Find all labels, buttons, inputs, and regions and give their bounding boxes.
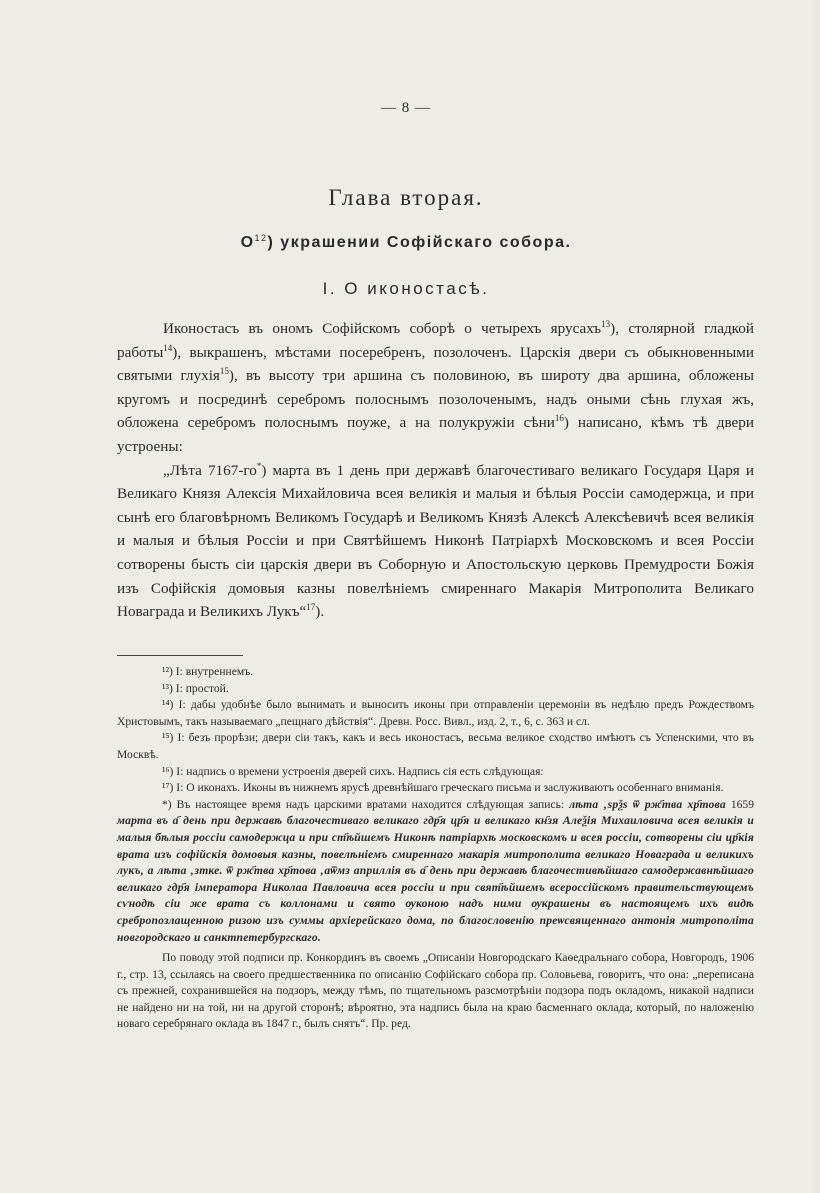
- footnote: ¹²) I: внутреннемъ.: [162, 665, 254, 678]
- footnote: ¹⁶) I: надпись о времени устроенія дверей сихъ. Надпись сія есть слѣдующая:: [162, 764, 544, 778]
- footnote-divider: [117, 655, 243, 656]
- footnote-ref: 12: [254, 233, 268, 243]
- text-run: ).: [315, 603, 325, 621]
- section-title-prefix: О: [240, 234, 255, 251]
- chapter-title: Глава вторая.: [328, 185, 484, 210]
- text-run: ), выкрашенъ, мѣстами посеребренъ, позолоченъ. Царскія двери съ обыкновенными святыми глухія: [117, 343, 754, 385]
- slavonic-inscription: лѣта ‚ѕрѯѕ ѿ рж҃тва хр҃това: [569, 797, 726, 811]
- footnote-ref: 16: [554, 413, 564, 424]
- page-number: — 8 —: [381, 100, 431, 116]
- text-run: ), въ высоту три аршина съ половиною, въ широту два аршина, обложены кругомъ и посрединѣ серебромъ полоснымъ позолоченымъ, надъ оными сѣнь глухая жъ, обложена серебромъ полоснымъ поуже, а на полукружіи сѣни: [117, 367, 754, 432]
- text-run: ) написано, кѣмъ тѣ двери устроены:: [117, 414, 754, 455]
- subsection-title: I. О иконостасѣ.: [322, 279, 490, 298]
- footnote: ¹³) I: простой.: [162, 681, 229, 695]
- footnote-ref: *: [256, 460, 262, 471]
- footnote-ref: 15: [219, 366, 229, 377]
- main-text: [117, 317, 754, 624]
- footnote-ref: 14: [163, 342, 173, 353]
- paragraph: [117, 317, 754, 459]
- editor-note: По поводу этой подписи пр. Конкординъ въ своемъ „Описаніи Новгородскаго Каѳедральнаго собора, Новгородъ, 1906 г., стр. 13, ссылаясь на своего предшественника по описанію Софійскаго собора пр. Соловьева, говоритъ, что она: „переписана съ прежней, сохранившейся на подзоръ, между тѣмъ, по тщательномъ разсмотрѣніи подзора подъ окладомъ, никакой надписи не найдено ни на той, ни на другой сторонѣ; вѣроятно, эта надпись была на краю басменнаго оклада, который, по наложенію новаго серебрянаго оклада въ 1847 г., былъ снятъ“. Пр. ред.: [117, 951, 754, 1031]
- text-run: ) марта въ 1 день при державѣ благочестиваго великаго Государя Царя и Великаго Князя Алексія Михайловича всея великія и малыя и бѣлыя Россіи самодержца, и при сынѣ его благовѣрномъ Великомъ Государѣ и Великомъ Князѣ Алексѣ Алексѣевичѣ всея великія и малыя и бѣлыя Россіи и при Святѣйшемъ Никонѣ Патріархѣ Московскомъ и всея Россіи сотворены бысть сіи царскія двери въ Соборную и Апостольскую церковь Премудрости Божія изъ Софійскія домовыя казны повелѣніемъ смиреннаго Макарія Митрополита Великаго Новаграда и Великихъ Лукъ“: [117, 461, 754, 621]
- footnote: ¹⁴) I: дабы удобнѣе было вынимать и выносить иконы при отправленіи церемоніи въ недѣлю предъ Рождествомъ Христовымъ, такъ называемаго „пещнаго дѣйствія“. Древн. Росс. Вивл., изд. 2, т., 6, с. 363 и сл.: [117, 698, 754, 728]
- paragraph: [117, 459, 754, 624]
- section-title: [0, 234, 812, 252]
- note-text: *) Въ настоящее время надъ царскими вратами находится слѣдующая запись:: [162, 797, 565, 811]
- text-run: ), столярной гладкой работы: [117, 320, 755, 361]
- footnote-ref: 13: [601, 319, 611, 329]
- section-title-text: ) украшении Софійскаго собора.: [267, 234, 572, 251]
- footnote: ¹⁵) I: безъ прорѣзи; двери сіи такъ, какъ и весь иконостасъ, весьма великое сходство имѣютъ съ Успенскими, что въ Москвѣ.: [117, 731, 754, 761]
- editor-note: [117, 797, 754, 946]
- note-year: 1659: [730, 797, 755, 811]
- text-run: „Лѣта 7167-го: [163, 461, 257, 479]
- footnote-ref: 17: [306, 602, 316, 613]
- footnote: ¹⁷) I: О иконахъ. Иконы въ нижнемъ ярусѣ древнѣйшаго греческаго письма и заслуживаютъ особеннаго вниманія.: [162, 781, 724, 795]
- slavonic-inscription: марта въ а҃ день при державѣ благочестиваго великаго гдр҃я цр҃я и великаго кн҃зя Алеѯія Михаиловича всея великія и малыя бѣлыя россіи самодержца и при ст҃ѣйшемъ Никонѣ патріархѣ московскомъ и всея россіи, сотворены сіи цр҃кія врата изъ софійскія домовыя казны, повелѣніемъ смиреннаго макарія митрополита великаго Новаграда и великихъ лукъ, а лѣта ‚зтке. ѿ рж҃тва хр҃това ‚аѿмз априллія въ а҃ день при державѣ благочестивѣйшаго самодержавнѣйшаго великаго гдр҃я імператора Николаа Павловича всея россіи и при свят҃ѣйшемъ всероссійскомъ правительствующемъ сѵнодѣ сіи же врата съ коллонами и свято ѹконою надъ ними ѹкрашены въ настоящемъ ихъ видѣ сребропозлащенною ризою изъ суммы архіерейскаго дома, по благословенію преѡсвященнаго антонія митрополіта новгородскаго и санктпетербургскаго.: [117, 814, 754, 944]
- footnotes: [117, 664, 754, 1033]
- text-run: Иконостасъ въ ономъ Софійскомъ соборѣ о четырехъ ярусахъ: [163, 320, 602, 337]
